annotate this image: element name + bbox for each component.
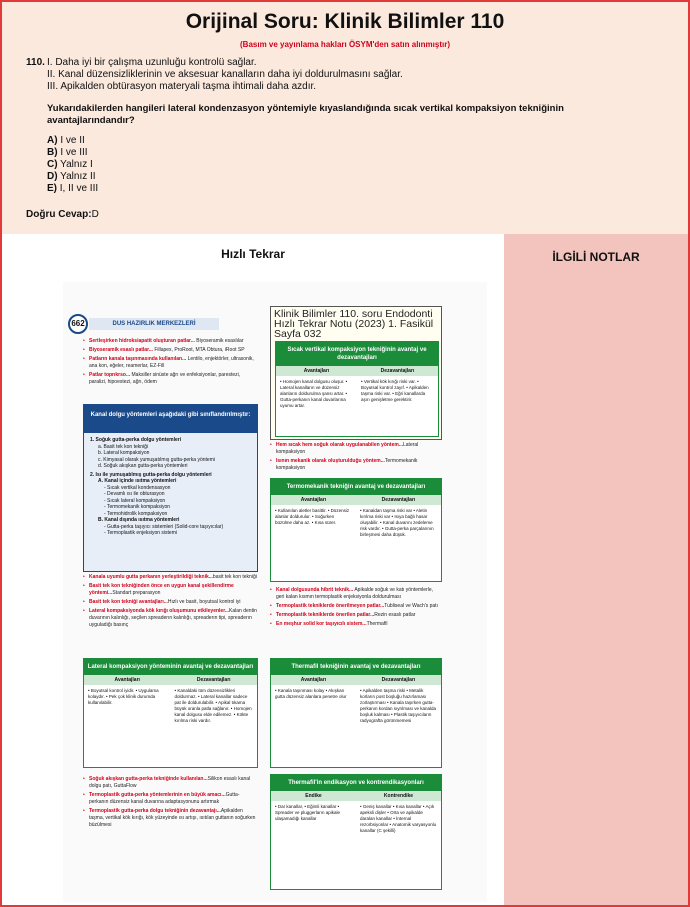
- contraindications-header: Kontrendike: [383, 793, 414, 799]
- question-stem: Yukarıdakilerden hangileri lateral kondenzasyon yöntemiyle kıyaslandığında sıcak vertikal kompaksiyon tekniğinin avantajlarındandır?: [47, 103, 564, 126]
- list-item: • Patların kanala taşınmasında kullanılan... Lentilo, enjektörler, ultrasonik, ana kon, eğeler, reamerlar, EZ-Fill: [83, 356, 258, 370]
- option-e[interactable]: E) I, II ve III: [47, 183, 99, 194]
- table-title: Sıcak vertikal kompaksiyon tekniğinin avantaj ve dezavantajları: [276, 342, 438, 366]
- copyright-note: (Basım ve yayınlama hakları ÖSYM'den satın alınmıştır): [240, 40, 450, 49]
- indications-header: Endike: [305, 793, 322, 799]
- advantages-header: Avantajları: [303, 368, 330, 374]
- question-item: III. Apikalden obtürasyon materyali taşma ihtimali daha azdır.: [47, 81, 317, 92]
- advantages-cell: • Kanala taşınması kolay • Akışkan gutta düzensiz alanlara penetre olur: [275, 688, 347, 699]
- correct-answer: Doğru Cevap:D: [26, 209, 99, 220]
- list-item: • Soğuk akışkan gutta-perka tekniğinde kullanılan...Silikon esaslı kanal dolgu patı, GuttaFlow: [83, 776, 258, 790]
- question-item: I. Daha iyi bir çalışma uzunluğu kontrolü sağlar.: [47, 57, 257, 68]
- disadvantages-header: Dezavantajları: [380, 368, 415, 374]
- notes-heading: İLGİLİ NOTLAR: [552, 250, 640, 264]
- advantages-header: Avantajları: [114, 677, 140, 683]
- advantages-header: Avantajları: [300, 677, 327, 683]
- canal-box-body: 1. Soğuk gutta-perka dolgu yöntemleri a. Basit tek kon tekniği b. Lateral kompaksiyon c. Kimyasal olarak yumuşatılmış gutta-perka yöntemi d. Soğuk akışkan gutta-perka yöntemleri 2. Isı ile yumuşatılmış gutta-perka dolgu yöntemleri A. Kanal içinde ısıtma yöntemleri - Sıcak vertikal kondensasyon - Devamlı ısı ile obturasyon - Sıcak lateral kompaksiyon - Termomekanik kompaksiyon - Termohidrolik kompaksiyon B. Kanal dışında ısıtma yöntemleri - Gutta-perka taşıyıcı sistemleri (Solid-core taşıyıcılar) - Termoplastik enjeksiyon sistemi: [84, 433, 257, 571]
- disadvantages-cell: • Kanaldan taşma riski var • Aletin kırılma riski var • Isıya bağlı hasar oluşabilir. • Kanal duvarını zedeleme risk vardır. • Gutta-perka parçalarının birleşmesi daha düşük.: [360, 508, 434, 537]
- list-item: • Sertleşirken hidroksiapatit oluşturan patlar... Biyoseramik esaslılar: [83, 338, 258, 345]
- list-item: • Basit tek kon tekniğinden önce en uygun kanal şekillendirme yöntemi...Standart preparasyon: [83, 583, 258, 597]
- list-item: • Hem sıcak hem soğuk olarak uygulanabilen yöntem...Lateral kompaksiyon: [270, 442, 442, 456]
- disadvantages-header: Dezavantajları: [381, 497, 416, 503]
- reference-title: Klinik Bilimler 110. soru Endodonti Hızlı Tekrar Notu (2023) 1. Fasikül Sayfa 032: [274, 308, 434, 340]
- question-number: 110.: [26, 57, 45, 68]
- table-title: Thermafil tekniğinin avantaj ve dezavantajları: [271, 659, 441, 675]
- list-item: • Isının mekanik olarak oluşturulduğu yöntem...Termomekanik kompaksiyon: [270, 458, 442, 472]
- disadvantages-header: Dezavantajları: [381, 677, 416, 683]
- option-a[interactable]: A) I ve II: [47, 135, 85, 146]
- disadvantages-cell: • Vertikal kök kırığı riski var. • Boyutsal kontrol zayıf. • Apikalden taşma riski var. • Eğri kanallarda aşırı genişletme gerektirir.: [361, 379, 429, 402]
- advantages-header: Avantajları: [300, 497, 327, 503]
- list-item: • Basit tek kon tekniği avantajları...Hızlı ve basit, boyutsal kontrol iyi: [83, 599, 258, 606]
- page-number-badge: 662: [68, 314, 88, 334]
- option-c[interactable]: C) Yalnız I: [47, 159, 93, 170]
- section-banner: DUS HAZIRLIK MERKEZLERİ: [89, 318, 219, 330]
- advantages-cell: • Homojen kanal dolgusu oluşur. • Lateral kanalların ve düzensiz alanların doldurulma şansı artar. • Gutta-perkanın kanal duvarlarına uyumu artar.: [280, 379, 348, 408]
- canal-box-title: Kanal dolgu yöntemleri aşağıdaki gibi sınıflandırılmıştır:: [84, 405, 257, 433]
- contraindications-cell: • Geniş kanallar • Kısa kanallar • Açık apeksli dişler • Orta ve apikalde daralan kanallar • İnternal rezorbsiyonlar • Anatomik varyasyonlu kanallar (C şekilli): [360, 804, 437, 833]
- list-item: • En meşhur solid kor taşıyıcılı sistem...Thermafil: [270, 621, 442, 628]
- list-item: • Termoplastik gutta-perka yöntemlerinin en büyük amacı...Gutta-perkanın düzensiz kanal duvarına adaptasyonunu artırmak: [83, 792, 258, 806]
- list-item: • Termoplastik tekniklerde önerilmeyen patlar...Tubliseal ve Wach's patı: [270, 603, 442, 610]
- option-b[interactable]: B) I ve III: [47, 147, 88, 158]
- question-item: II. Kanal düzensizliklerinin ve aksesuar kanalların daha iyi doldurulmasını sağlar.: [47, 69, 403, 80]
- page-title: Orijinal Soru: Klinik Bilimler 110: [185, 10, 505, 33]
- review-heading: Hızlı Tekrar: [221, 247, 285, 261]
- disadvantages-cell: • Apikalden taşma riski • Metalik korların post boşluğu hazırlaması zorlaştırması • Kanala taşırken gutta-perkanın kordan sıyrılması ve kanalda boşluk kalması • Plastik taşıyıcıların radyografta görünmemesi: [360, 688, 437, 723]
- list-item: • Biyoseramik esaslı patlar... Fillapex, ProRoot, MTA Obtura, iRoot SP: [83, 347, 258, 354]
- indications-cell: • Dar kanallar, • Eğimli kanallar • Spreader ve pluggerların apikale ulaşamadığı kanallar: [275, 804, 341, 821]
- list-item: • Kanal dolgusunda hibrit teknik... Apikalde soğuk ve katı yöntemlerle, geri kalan kısmın termoplastik enjeksiyonla doldurulması: [270, 587, 442, 601]
- advantages-cell: • Boyutsal kontrol iyidir. • Uygulama kolaydır. • Pek çok klinik durumda kullanılabilir.: [88, 688, 159, 705]
- table-title: Thermafil'in endikasyon ve kontrendikasyonları: [271, 775, 441, 791]
- advantages-cell: • Kullanılan aletler basittir. • Düzensiz alanlar doldurulur. • Soğurken büzülme daha az. • Kısa sürer.: [275, 508, 350, 525]
- list-item: • Kanala uyumlu gutta perkanın yerleştirildiği teknik...basit tek kon tekniği: [83, 574, 258, 581]
- table-title: Termomekanik tekniğin avantaj ve dezavantajları: [271, 479, 441, 495]
- list-item: • Lateral kompaksiyonda kök kırığı oluşumunu etkileyenler...Kalan dentin duvarının kalınlığı, seçilen spreaderın kalınlığı, spreaderın tipi, spreaderın uyguladığı basınç: [83, 608, 258, 629]
- disadvantages-cell: • Kanaldaki tüm düzensizlikleri doldurmaz. • Lateral kanallar sadece pat ile doldurulabilir. • Apikal tıkama büyük oranla patla sağlanır. • Homojen kanal dolgusu elde edilemez. • Kökte kırılma riski vardır.: [174, 688, 252, 723]
- table-title: Lateral kompaksiyon yönteminin avantaj ve dezavantajları: [84, 659, 257, 675]
- list-item: • Termoplastik tekniklerde önerilen patlar...Rezin esaslı patlar: [270, 612, 442, 619]
- list-item: • Patlar toprıkrso... Maksiller sinüste ağrı ve enfeksiyonlar, parestezi, paralizi, hipoestezi, ağrı, ödem: [83, 372, 258, 386]
- disadvantages-header: Dezavantajları: [196, 677, 231, 683]
- option-d[interactable]: D) Yalnız II: [47, 171, 96, 182]
- list-item: • Termoplastik gutta-perka dolgu tekniğinin dezavantajı...Apikalden taşma, vertikal kök kırığı, kök yüzeyinde ısı artışı, ısıtılan guttanın soğurken büzülmesi: [83, 808, 258, 829]
